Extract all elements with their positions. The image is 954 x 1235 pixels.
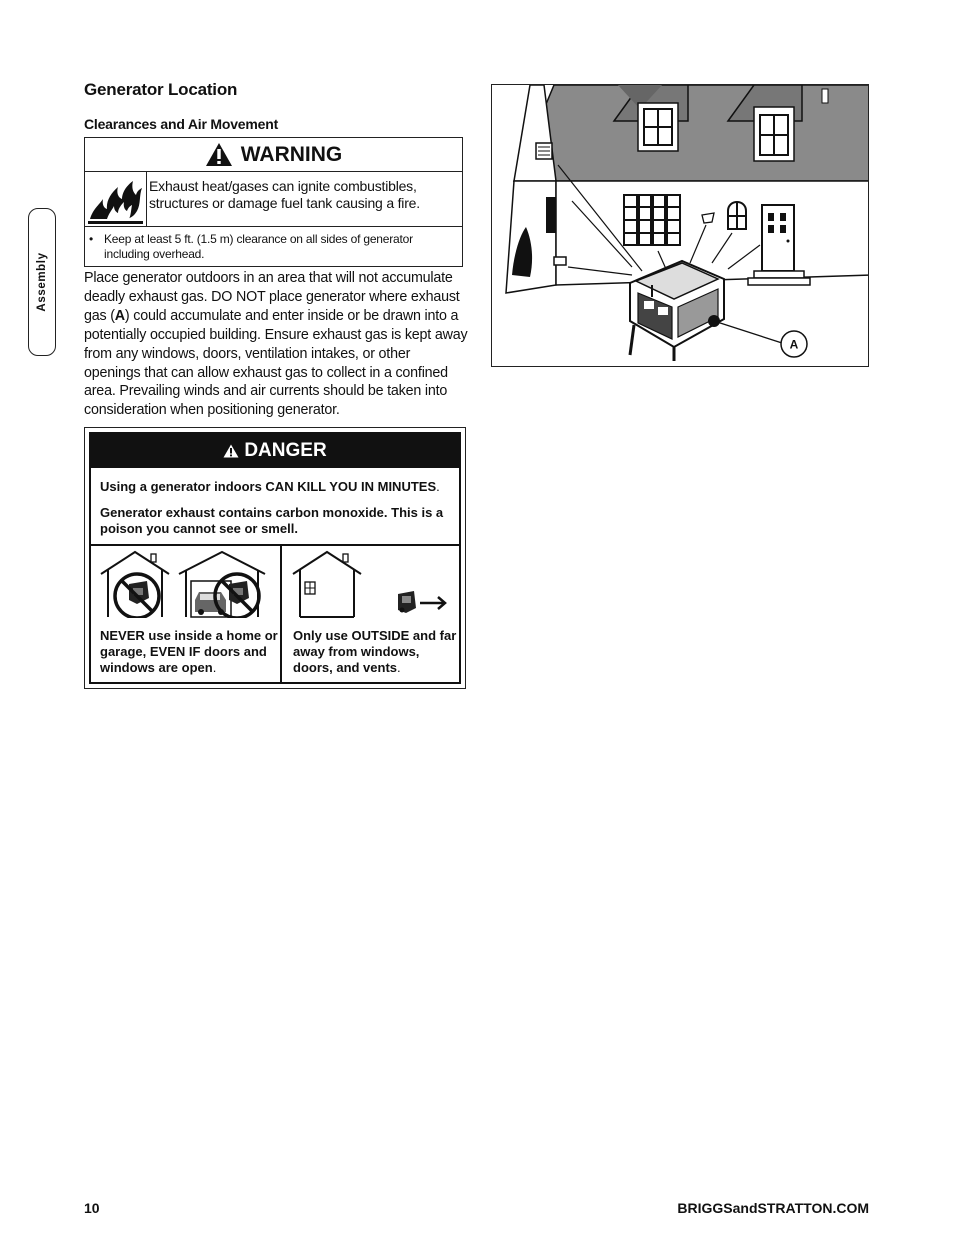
section-title: Generator Location	[84, 80, 238, 99]
subsection-title: Clearances and Air Movement	[84, 116, 279, 132]
danger-line1	[100, 479, 440, 494]
danger-triangle-icon	[223, 444, 239, 458]
outside-text-bold: Only use OUTSIDE and far away from windows, doors, and vents	[293, 628, 457, 675]
house-generator-drawing	[492, 85, 869, 367]
danger-line2: Generator exhaust contains carbon monoxide. This is a poison you cannot see or smell.	[100, 505, 444, 536]
danger-header	[91, 434, 459, 468]
callout-label: A	[789, 337, 799, 352]
warning-triangle-icon	[205, 142, 233, 167]
never-use-inside-text	[100, 628, 278, 676]
danger-line1-bold: Using a generator indoors CAN KILL YOU IN MINUTES	[100, 479, 437, 494]
warning-title: WARNING	[240, 142, 343, 166]
danger-line1-end: .	[436, 479, 440, 494]
no-generator-in-home-icon	[99, 548, 171, 618]
warning-bullet-text: Keep at least 5 ft. (1.5 m) clearance on all sides of generator including overhead.	[104, 232, 413, 261]
danger-title: DANGER	[244, 440, 327, 461]
fire-icon	[85, 171, 146, 226]
never-text-end: .	[212, 660, 217, 675]
front-windows	[624, 195, 680, 245]
body-ref-letter: A	[114, 307, 125, 324]
danger-box	[84, 427, 466, 689]
fire-icon-cell	[85, 171, 147, 226]
website-url: BRIGGSandSTRATTON.COM	[677, 1200, 869, 1216]
generator	[630, 261, 724, 361]
body-text-part1: Place generator outdoors in an area that will not accumulate deadly exhaust gas. DO NOT place generator where exhaust gas (	[84, 270, 460, 324]
warning-hazard-text: Exhaust heat/gases can ignite combustibles, structures or damage fuel tank causing a fire.	[149, 178, 420, 211]
section-tab	[28, 208, 56, 356]
warning-box	[84, 137, 463, 267]
never-text-bold: NEVER use inside a home or garage, EVEN IF doors and windows are open	[100, 628, 278, 675]
generator-outside-icon	[396, 588, 452, 618]
house-roof	[514, 85, 869, 181]
clearance-illustration	[491, 84, 869, 367]
danger-inner-frame	[89, 432, 461, 684]
danger-vertical-divider	[280, 544, 282, 682]
body-paragraph	[84, 269, 468, 420]
use-outside-text	[293, 628, 458, 676]
warning-hazard-row	[85, 171, 462, 227]
section-tab-label: Assembly	[36, 252, 48, 312]
danger-divider	[91, 544, 459, 546]
bullet-dot: •	[89, 232, 94, 246]
front-door	[762, 205, 794, 271]
house-icon	[291, 548, 363, 618]
warning-header	[85, 138, 462, 172]
page-number: 10	[84, 1200, 100, 1216]
outside-text-end: .	[397, 660, 401, 675]
body-text-part2: ) could accumulate and enter inside or be drawn into a potentially occupied building. Ensure exhaust gas is kept away from any windows, doors, ventilation intakes, or other openings that can allow exhaust gas to collect in a confined area. Prevailing winds and air currents should be taken into consideration when positioning generator.	[84, 307, 468, 419]
no-generator-in-garage-icon	[177, 548, 271, 618]
warning-bullet	[89, 232, 456, 262]
